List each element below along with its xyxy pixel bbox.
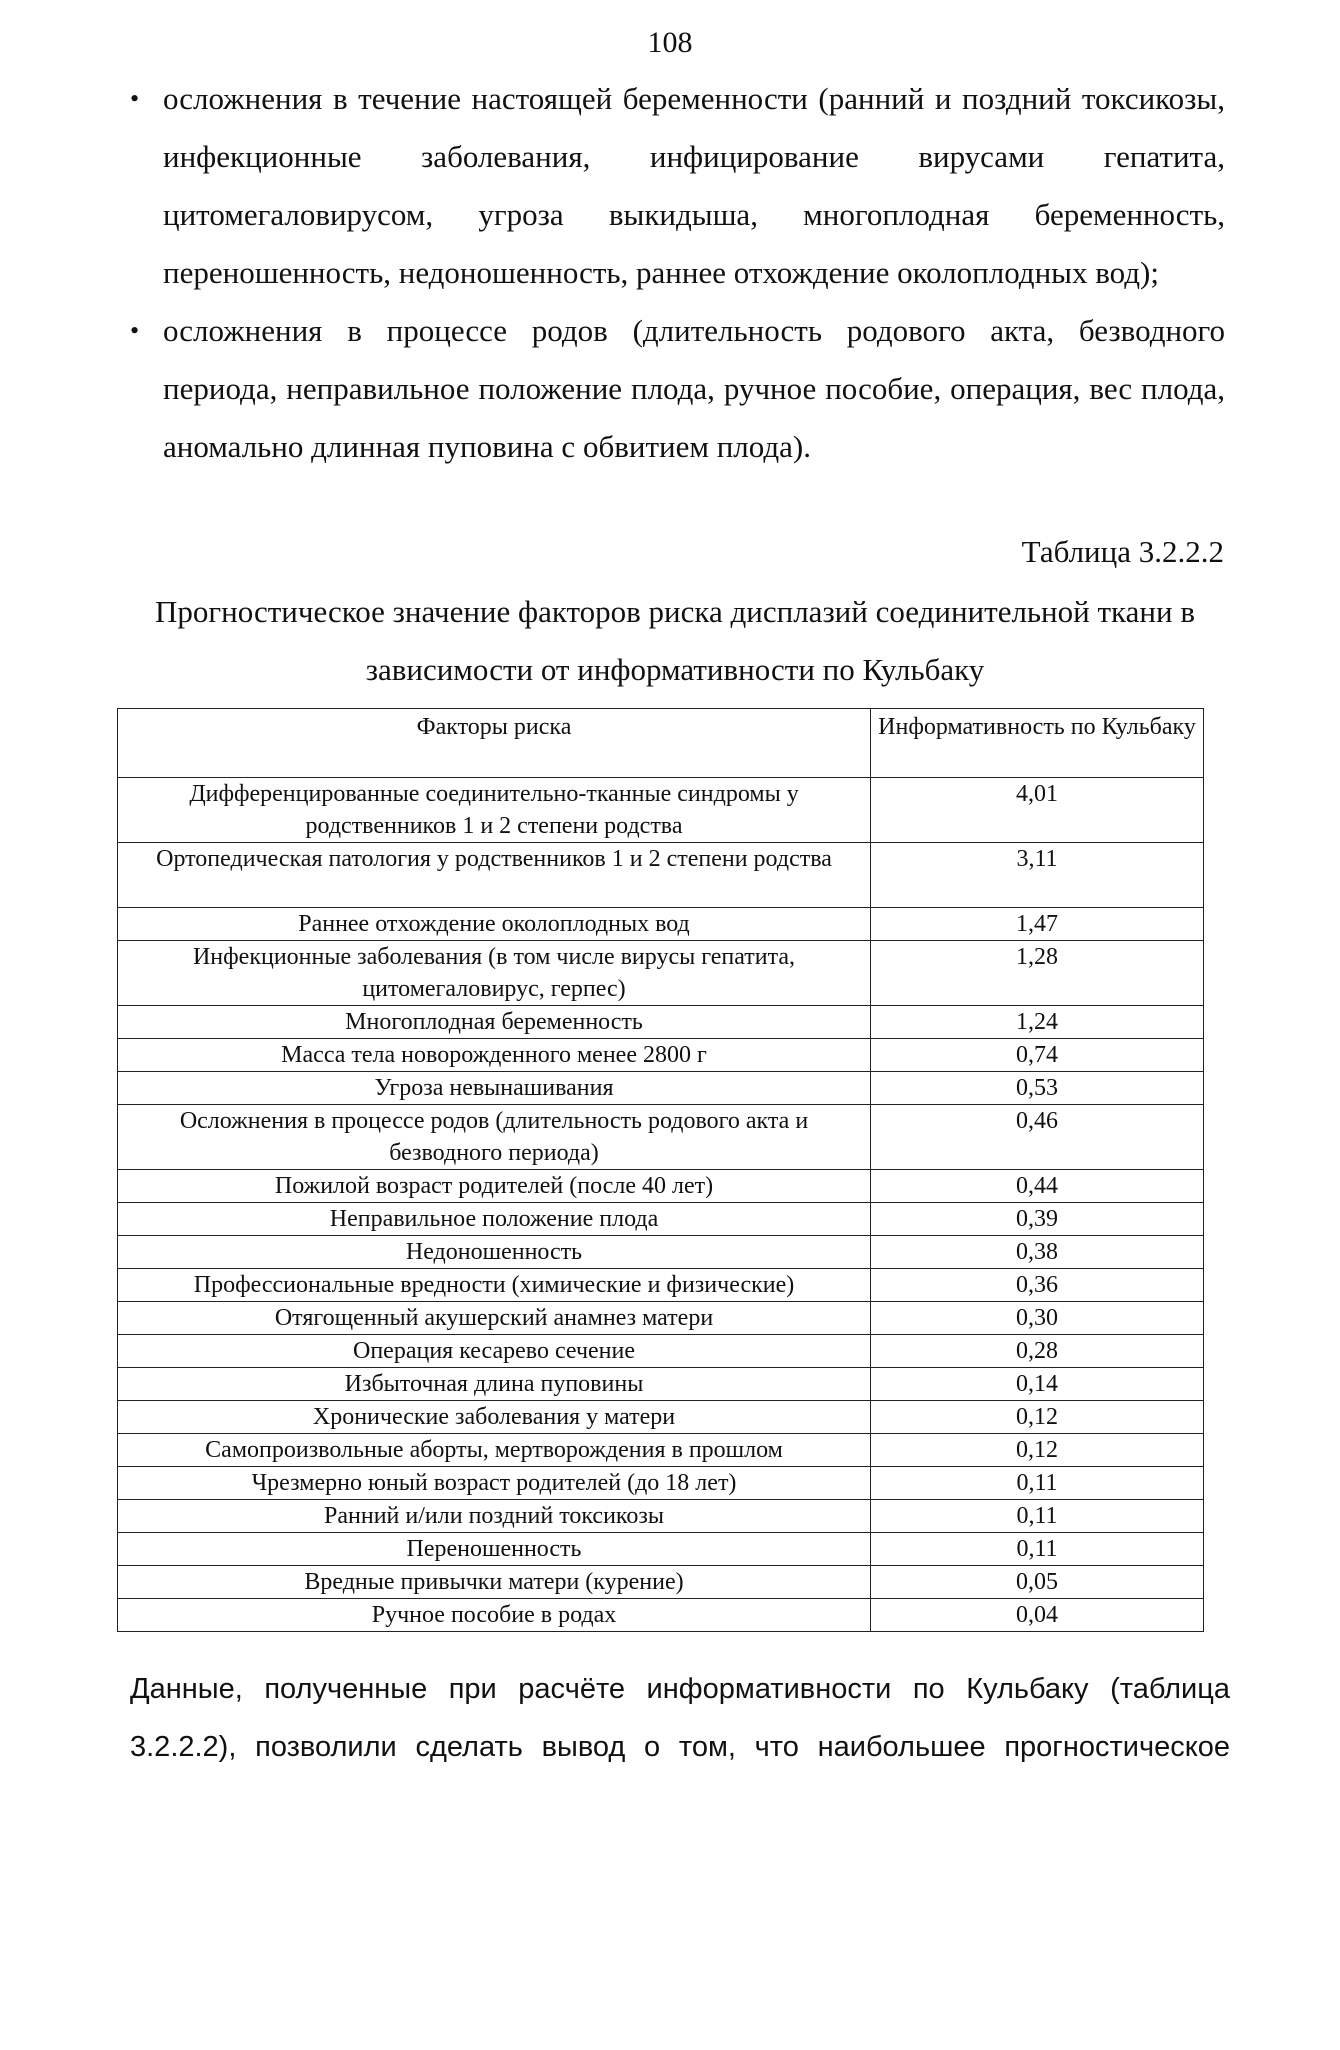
table-row: [118, 1368, 1204, 1401]
table-header-row: [118, 709, 1204, 778]
risk-factor-cell: Неправильное положение плода: [118, 1203, 871, 1236]
informativeness-cell: 0,38: [871, 1236, 1204, 1269]
table-row: [118, 1039, 1204, 1072]
informativeness-cell: 0,28: [871, 1335, 1204, 1368]
risk-factor-cell: Операция кесарево сечение: [118, 1335, 871, 1368]
table-row: [118, 908, 1204, 941]
table-row: [118, 1072, 1204, 1105]
risk-factor-cell: Инфекционные заболевания (в том числе вирусы гепатита, цитомегаловирус, герпес): [118, 941, 871, 1006]
informativeness-cell: 0,44: [871, 1170, 1204, 1203]
risk-factor-cell: Переношенность: [118, 1533, 871, 1566]
bullet-list: [130, 70, 1225, 476]
informativeness-cell: 0,05: [871, 1566, 1204, 1599]
informativeness-cell: 0,30: [871, 1302, 1204, 1335]
table-row: [118, 1566, 1204, 1599]
page-number: 108: [647, 26, 693, 59]
table-caption: Прогностическое значение факторов риска дисплазий соединительной ткани в зависимости от информативности по Кульбаку: [155, 594, 1195, 687]
informativeness-cell: 1,47: [871, 908, 1204, 941]
bullet-text: осложнения в процессе родов (длительность родового акта, безводного периода, неправильное положение плода, ручное пособие, операция, вес плода, аномально длинная пуповина с обвитием плода).: [163, 313, 1225, 464]
risk-factor-cell: Избыточная длина пуповины: [118, 1368, 871, 1401]
table-row: [118, 941, 1204, 1006]
informativeness-cell: 0,11: [871, 1533, 1204, 1566]
bullet-mark: •: [130, 84, 140, 113]
bullet-mark: •: [130, 316, 140, 345]
risk-factor-cell: Отягощенный акушерский анамнез матери: [118, 1302, 871, 1335]
risk-factor-cell: Самопроизвольные аборты, мертворождения в прошлом: [118, 1434, 871, 1467]
risk-factor-cell: Вредные привычки матери (курение): [118, 1566, 871, 1599]
table-row: [118, 1203, 1204, 1236]
risk-factor-cell: Недоношенность: [118, 1236, 871, 1269]
risk-factor-cell: Угроза невынашивания: [118, 1072, 871, 1105]
table-row: [118, 1467, 1204, 1500]
risk-factor-cell: Профессиональные вредности (химические и физические): [118, 1269, 871, 1302]
risk-factor-cell: Раннее отхождение околоплодных вод: [118, 908, 871, 941]
risk-factor-cell: Дифференцированные соединительно-тканные синдромы у родственников 1 и 2 степени родства: [118, 778, 871, 843]
table-label: Таблица 3.2.2.2: [1021, 534, 1224, 569]
risk-factors-table: [117, 708, 1204, 1632]
informativeness-cell: 4,01: [871, 778, 1204, 843]
table-row: [118, 1236, 1204, 1269]
risk-factor-cell: Ручное пособие в родах: [118, 1599, 871, 1632]
risk-factor-cell: Пожилой возраст родителей (после 40 лет): [118, 1170, 871, 1203]
table-row: [118, 1170, 1204, 1203]
table-row: [118, 1401, 1204, 1434]
risk-factor-cell: Хронические заболевания у матери: [118, 1401, 871, 1434]
header-informativeness: Информативность по Кульбаку: [871, 709, 1204, 778]
table-row: [118, 1533, 1204, 1566]
table-row: [118, 1105, 1204, 1170]
informativeness-cell: 0,12: [871, 1401, 1204, 1434]
risk-factor-cell: Масса тела новорожденного менее 2800 г: [118, 1039, 871, 1072]
table-row: [118, 778, 1204, 843]
risk-factor-cell: Ортопедическая патология у родственников 1 и 2 степени родства: [118, 843, 871, 908]
table-row: [118, 1500, 1204, 1533]
informativeness-cell: 0,04: [871, 1599, 1204, 1632]
informativeness-cell: 0,12: [871, 1434, 1204, 1467]
informativeness-cell: 1,24: [871, 1006, 1204, 1039]
informativeness-cell: 0,14: [871, 1368, 1204, 1401]
table-row: [118, 1335, 1204, 1368]
bullet-text: осложнения в течение настоящей беременности (ранний и поздний токсикозы, инфекционные заболевания, инфицирование вирусами гепатита, цитомегаловирусом, угроза выкидыша, многоплодная беременность, переношенность, недоношенность, раннее отхождение околоплодных вод);: [163, 81, 1225, 290]
informativeness-cell: 0,36: [871, 1269, 1204, 1302]
informativeness-cell: 0,11: [871, 1467, 1204, 1500]
table-row: [118, 1006, 1204, 1039]
risk-factor-cell: Чрезмерно юный возраст родителей (до 18 лет): [118, 1467, 871, 1500]
risk-factor-cell: Осложнения в процессе родов (длительность родового акта и безводного периода): [118, 1105, 871, 1170]
table-row: [118, 1599, 1204, 1632]
informativeness-cell: 0,39: [871, 1203, 1204, 1236]
table-row: [118, 1434, 1204, 1467]
informativeness-cell: 1,28: [871, 941, 1204, 1006]
bullet-item: [130, 70, 1225, 302]
table-row: [118, 843, 1204, 908]
table-row: [118, 1302, 1204, 1335]
informativeness-cell: 0,46: [871, 1105, 1204, 1170]
informativeness-cell: 3,11: [871, 843, 1204, 908]
table-row: [118, 1269, 1204, 1302]
conclusion-paragraph: Данные, полученные при расчёте информативности по Кульбаку (таблица 3.2.2.2), позволили сделать вывод о том, что наибольшее прогностическое: [130, 1673, 1230, 1763]
header-risk-factors: Факторы риска: [118, 709, 871, 778]
informativeness-cell: 0,53: [871, 1072, 1204, 1105]
informativeness-cell: 0,11: [871, 1500, 1204, 1533]
bullet-item: [130, 302, 1225, 476]
risk-factor-cell: Многоплодная беременность: [118, 1006, 871, 1039]
informativeness-cell: 0,74: [871, 1039, 1204, 1072]
risk-factor-cell: Ранний и/или поздний токсикозы: [118, 1500, 871, 1533]
